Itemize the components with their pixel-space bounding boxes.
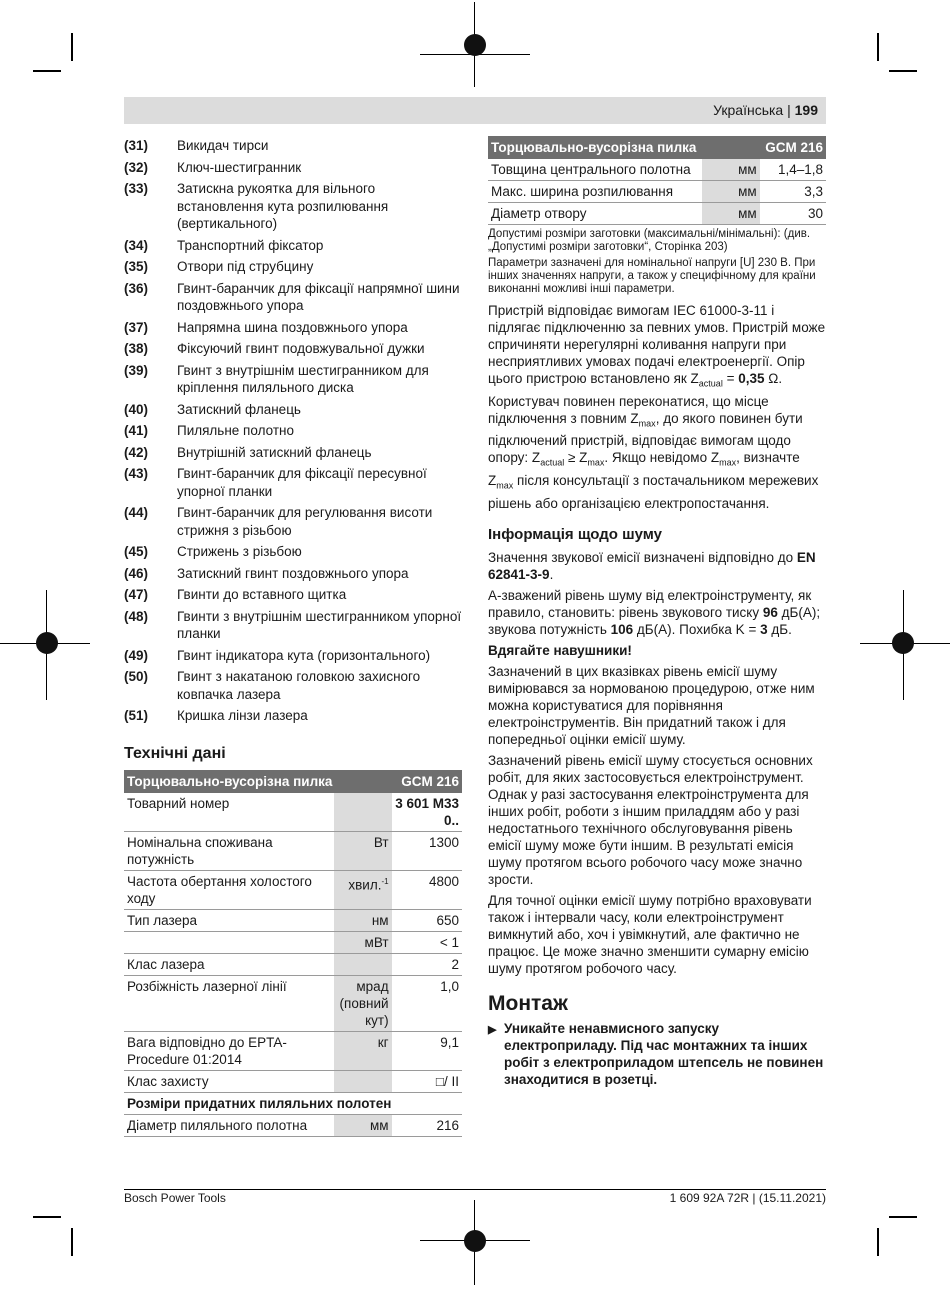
part-label: Гвинт з накатаною головкою захисного ковпачка лазера: [177, 669, 421, 702]
right-column: [488, 136, 826, 1088]
list-item: [124, 504, 462, 539]
part-number: (48): [124, 608, 149, 624]
part-label: Гвинт-баранчик для фіксації пересувної упорної планки: [177, 466, 427, 499]
list-item: [124, 565, 462, 583]
list-item: [124, 340, 462, 358]
list-item: [124, 137, 462, 155]
spec-unit: мм: [702, 181, 760, 203]
footer-divider: [124, 1189, 826, 1190]
spec-unit: кг: [334, 1032, 392, 1071]
left-column: [124, 137, 462, 1137]
footer-brand: Bosch Power Tools: [124, 1191, 226, 1205]
spec-unit: [334, 1071, 392, 1093]
table-row: [488, 159, 826, 181]
crop-mark: [33, 70, 61, 72]
tech-table: [124, 770, 462, 1137]
part-label: Затискний гвинт поздовжнього упора: [177, 565, 409, 581]
table-row: [124, 832, 462, 871]
tech-table-head-model: GCM 216: [392, 770, 462, 793]
spec-value: < 1: [392, 932, 462, 954]
part-label: Викидач тирси: [177, 138, 269, 153]
spec-label: Діаметр пиляльного полотна: [124, 1115, 334, 1137]
list-item: [124, 258, 462, 276]
list-item: [124, 159, 462, 177]
spec-label: Діаметр отвору: [488, 203, 702, 225]
part-label: Ключ-шестигранник: [177, 159, 302, 175]
table-row: [124, 793, 462, 832]
montage-warning: [488, 1020, 826, 1088]
spec-value: 2: [392, 954, 462, 976]
part-number: (47): [124, 587, 149, 602]
part-number: (46): [124, 565, 149, 581]
crop-mark: [33, 1216, 61, 1218]
noise-paragraph-3: Зазначений в цих вказівках рівень емісії шуму вимірювався за нормованою процедурою, отже ним можна користуватися для порівняння електроінструментів. Він придатний також і для попередньої оцінки емісії шуму.: [488, 663, 815, 747]
crop-mark: [877, 1228, 879, 1256]
table-row: [488, 181, 826, 203]
right-table-head-name: Торцювально-вусорізна пилка: [488, 136, 760, 159]
spec-value: □/ II: [392, 1071, 462, 1093]
crop-mark: [71, 33, 73, 61]
crop-mark: [71, 1228, 73, 1256]
part-number: (37): [124, 319, 149, 335]
spec-unit: мрад (повний кут): [334, 976, 392, 1032]
part-label: Стрижень з різьбою: [177, 544, 302, 559]
spec-label: Тип лазера: [124, 910, 334, 932]
crop-mark: [877, 33, 879, 61]
list-item: [124, 586, 462, 604]
spec-label: Вага відповідно до EPTA-Procedure 01:2014: [124, 1032, 334, 1071]
spec-label: Макс. ширина розпилювання: [488, 181, 702, 203]
noise-paragraph-4: Зазначений рівень емісії шуму стосується основних робіт, для яких застосовується електроінструмент. Однак у разі застосування електроінструмента для інших робіт, роботи з іншим приладдям або у разі недостатнього технічного обслуговування рівень емісії шуму може бути іншим. В результаті емісія шуму протягом всього робочого часу може значно зрости.: [488, 752, 813, 887]
list-item: [124, 668, 462, 703]
list-item: [124, 707, 462, 725]
list-item: [124, 237, 462, 255]
list-item: [124, 280, 462, 315]
spec-label: Клас лазера: [124, 954, 334, 976]
spec-label: Розбіжність лазерної лінії: [124, 976, 334, 1032]
page-header: Українська | 199: [124, 97, 826, 124]
list-item: [124, 647, 462, 665]
spec-unit: [334, 954, 392, 976]
header-language: Українська: [713, 102, 784, 118]
registration-mark: [36, 632, 58, 654]
part-label: Гвинт індикатора кута (горизонтального): [177, 647, 431, 663]
note-voltage: Параметри зазначені для номінальної напруги [U] 230 В. При інших значеннях напруги, а також у специфічному для країни виконанні можливі інші параметри.: [488, 257, 816, 295]
spec-label: Товарний номер: [124, 793, 334, 832]
list-item: [124, 401, 462, 419]
part-label: Кришка лінзи лазера: [177, 708, 308, 723]
spec-unit: нм: [334, 910, 392, 932]
part-label: Затискна рукоятка для вільного встановлення кута розпилювання (вертикального): [177, 181, 389, 231]
part-number: (49): [124, 647, 149, 663]
parts-list: [124, 137, 462, 725]
part-label: Отвори під струбцину: [177, 259, 314, 274]
part-label: Затискний фланець: [177, 401, 301, 417]
part-number: (36): [124, 280, 149, 296]
list-item: [124, 543, 462, 561]
triangle-bullet-icon: ▶: [488, 1023, 497, 1036]
noise-paragraph-2: A-зважений рівень шуму від електроінструменту, як правило, становить: рівень звукового тиску 96 дБ(A); звукова потужність 106 дБ(A). Похибка K = 3 дБ.: [488, 587, 821, 637]
list-item: [124, 465, 462, 500]
list-item: [124, 180, 462, 233]
spec-unit: мм: [334, 1115, 392, 1137]
page-number: 199: [794, 102, 818, 118]
registration-mark: [464, 1230, 486, 1252]
noise-paragraph-1: Значення звукової емісії визначені відповідно до EN 62841-3-9.: [488, 549, 816, 582]
noise-paragraph-5: Для точної оцінки емісії шуму потрібно враховувати також і інтервали часу, коли електроінструмент вимкнутий або, хоч і увімкнутий, але фактично не працює. Це може значно зменшити сумарну емісію шуму протягом робочого часу.: [488, 892, 812, 976]
list-item: [124, 608, 462, 643]
table-row: [124, 976, 462, 1032]
spec-label: Клас захисту: [124, 1071, 334, 1093]
part-number: (42): [124, 444, 149, 460]
table-row: [124, 1071, 462, 1093]
spec-unit: [334, 793, 392, 832]
part-number: (35): [124, 259, 149, 274]
spec-value: 1,4–1,8: [760, 159, 826, 181]
spec-value: 3,3: [760, 181, 826, 203]
right-table-head-model: GCM 216: [760, 136, 826, 159]
table-row: [124, 910, 462, 932]
footer-doc-number: 1 609 92A 72R | (15.11.2021): [669, 1191, 826, 1205]
table-row: [124, 932, 462, 954]
list-item: [124, 319, 462, 337]
spec-unit: мм: [702, 159, 760, 181]
part-number: (50): [124, 669, 149, 684]
spec-label: [124, 932, 334, 954]
spec-value: 4800: [392, 871, 462, 910]
part-label: Напрямна шина поздовжнього упора: [177, 319, 408, 335]
spec-label: Товщина центрального полотна: [488, 159, 702, 181]
spec-value: 650: [392, 910, 462, 932]
part-number: (44): [124, 505, 149, 520]
spec-unit: мм: [702, 203, 760, 225]
part-number: (33): [124, 181, 149, 196]
table-row: [488, 203, 826, 225]
note-workpiece: Допустимі розміри заготовки (максимальні/мінімальні): (див. „Допустимі розміри заготовки“, Сторінка 203): [488, 228, 811, 253]
part-label: Гвинти з внутрішнім шестигранником упорної планки: [177, 608, 462, 641]
list-item: [124, 444, 462, 462]
spec-value: 9,1: [392, 1032, 462, 1071]
part-number: (40): [124, 401, 149, 417]
part-number: (32): [124, 159, 149, 175]
part-number: (41): [124, 423, 149, 438]
spec-value: 216: [392, 1115, 462, 1137]
registration-mark: [464, 34, 486, 56]
part-label: Внутрішній затискний фланець: [177, 444, 372, 460]
montage-heading: Монтаж: [488, 991, 568, 1015]
spec-label: Частота обертання холостого ходу: [124, 871, 334, 910]
spec-unit: хвил.$^{-1}$: [334, 871, 392, 910]
registration-mark: [892, 632, 914, 654]
list-item: [124, 362, 462, 397]
noise-heading: Інформація щодо шуму: [488, 525, 662, 543]
part-number: (34): [124, 237, 149, 253]
part-number: (38): [124, 341, 149, 356]
spec-value: 3 601 M33 0..: [392, 793, 462, 832]
part-number: (45): [124, 544, 149, 559]
part-label: Пиляльне полотно: [177, 423, 294, 438]
ear-protection-warning: Вдягайте навушники!: [488, 642, 632, 658]
crop-mark: [889, 1216, 917, 1218]
tech-heading: Технічні дані: [124, 744, 226, 762]
part-label: Гвинт-баранчик для регулювання висоти стрижня з різьбою: [177, 505, 433, 538]
spec-value: 30: [760, 203, 826, 225]
spec-unit: Вт: [334, 832, 392, 871]
part-label: Гвинти до вставного щитка: [177, 587, 347, 602]
right-tech-table: [488, 136, 826, 225]
part-label: Транспортний фіксатор: [177, 237, 324, 253]
montage-warning-text: Уникайте ненавмисного запуску електроприладу. Під час монтажних та інших робіт з електроприладом штепсель не повинен знаходитися в розетці.: [504, 1020, 824, 1087]
spec-value: 1,0: [392, 976, 462, 1032]
table-subheading: Розміри придатних пиляльних полотен: [124, 1093, 462, 1115]
part-label: Гвинт-баранчик для фіксації напрямної шини поздовжнього упора: [177, 280, 460, 313]
part-number: (39): [124, 362, 149, 378]
part-number: (43): [124, 466, 149, 481]
crop-mark: [889, 70, 917, 72]
part-label: Фіксуючий гвинт подовжувальної дужки: [177, 341, 425, 356]
table-row: [124, 871, 462, 910]
part-number: (31): [124, 138, 149, 153]
part-number: (51): [124, 708, 149, 723]
spec-label: Номінальна споживана потужність: [124, 832, 334, 871]
tech-table-head-name: Торцювально-вусорізна пилка: [124, 770, 392, 793]
list-item: [124, 422, 462, 440]
iec-paragraph: Пристрій відповідає вимогам IEC 61000-3-11 і підлягає підключенню за певних умов. Пристрій може спричиняти нерегулярні коливання напруги при несприятливих умовах подачі електроенергії. Опір цього пристрою встановлено як $Z_{actual} = 0,35$ Ω. Користувач повинен переконатися, що місце підключення з повним $Z_{max}$, до якого повинен бути підключений пристрій, відповідає вимогам щодо опору: $Z_{actual} \ge Z_{max}$. Якщо невідомо $Z_{max}$, визначте $Z_{max}$ після консультації з постачальником мережевих рішень або організацією електропостачання.: [488, 303, 826, 511]
table-row: [124, 1032, 462, 1071]
spec-unit: мВт: [334, 932, 392, 954]
table-row: [124, 1115, 462, 1137]
spec-value: 1300: [392, 832, 462, 871]
part-label: Гвинт з внутрішнім шестигранником для кріплення пиляльного диска: [177, 362, 429, 395]
table-row: [124, 954, 462, 976]
